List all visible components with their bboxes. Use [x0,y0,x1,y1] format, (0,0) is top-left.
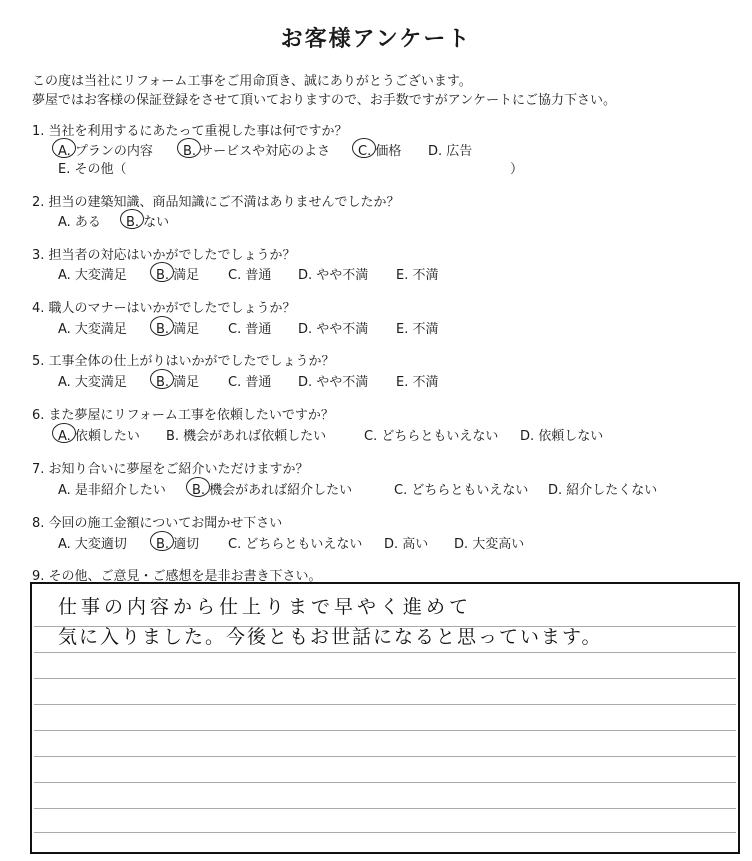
option-1a[interactable] [58,140,153,159]
selection-circle [150,316,174,336]
question-8: 8. 今回の施工金額についてお聞かせ下さい [32,516,283,531]
ruled-line [34,832,736,833]
other-close-paren: ） [510,162,524,177]
option-5d[interactable]: D. やや不満 [298,375,369,390]
option-7a[interactable]: A. 是非紹介したい [58,483,166,498]
option-1e[interactable]: E. その他（ [58,162,127,177]
option-label: A. 依頼したい [58,429,140,444]
option-3c[interactable]: C. 普通 [228,268,272,283]
option-label: D. 広告 [428,144,473,159]
question-5: 5. 工事全体の仕上がりはいかがでしたでしょうか？ [32,354,335,369]
option-1b[interactable] [183,140,330,159]
option-3b[interactable] [156,264,199,283]
option-8d[interactable]: D. 高い [384,537,429,552]
question-1: 1. 当社を利用するにあたって重視した事は何ですか？ [32,124,348,139]
option-label: B. 機会があれば紹介したい [192,483,353,498]
ruled-line [34,730,736,731]
ruled-line [34,756,736,757]
selection-circle [186,477,210,497]
selection-circle [150,531,174,551]
option-6a[interactable] [58,425,140,444]
option-label: A. プランの内容 [58,144,153,159]
option-3a[interactable]: A. 大変満足 [58,268,127,283]
option-5a[interactable]: A. 大変満足 [58,375,127,390]
option-4c[interactable]: C. 普通 [228,322,272,337]
option-7d[interactable]: D. 紹介したくない [548,483,658,498]
option-8b[interactable] [156,533,199,552]
option-2b[interactable] [126,211,169,230]
selection-circle [150,369,174,389]
option-8e[interactable]: D. 大変高い [454,537,525,552]
selection-circle [352,138,376,158]
option-2a[interactable]: A. ある [58,215,101,230]
option-6d[interactable]: D. 依頼しない [520,429,604,444]
question-7: 7. お知り合いに夢屋をご紹介いただけますか？ [32,462,309,477]
option-6b[interactable]: B. 機会があれば依頼したい [166,429,327,444]
option-label: B. サービスや対応のよさ [183,144,331,159]
option-7b[interactable] [192,479,352,498]
option-3d[interactable]: D. やや不満 [298,268,369,283]
selection-circle [52,138,76,158]
selection-circle [120,209,144,229]
option-5b[interactable] [156,371,199,390]
ruled-line [34,704,736,705]
handwritten-comment-line-1: 仕事の内容から仕上りまで早やく進めて [58,596,473,618]
option-label: B. 満足 [156,322,200,337]
question-3: 3. 担当者の対応はいかがでしたでしょうか？ [32,248,296,263]
option-8a[interactable]: A. 大変適切 [58,537,127,552]
ruled-line [34,782,736,783]
option-label: B. 満足 [156,375,200,390]
option-5c[interactable]: C. 普通 [228,375,272,390]
ruled-line [34,808,736,809]
option-3e[interactable]: E. 不満 [396,268,439,283]
question-4: 4. 職人のマナーはいかがでしたでしょうか？ [32,301,296,316]
option-6c[interactable]: C. どちらともいえない [364,429,499,444]
option-1c[interactable] [358,140,401,159]
ruled-line [34,678,736,679]
question-9: 9. その他、ご意見・ご感想を是非お書き下さい。 [32,569,322,584]
handwritten-comment-line-2: 気に入りました。今後ともお世話になると思っています。 [58,626,603,648]
option-4e[interactable]: E. 不満 [396,322,439,337]
option-5e[interactable]: E. 不満 [396,375,439,390]
selection-circle [150,262,174,282]
selection-circle [52,423,76,443]
option-1d[interactable] [428,140,472,159]
option-label: B. ない [126,215,170,230]
option-8c[interactable]: C. どちらともいえない [228,537,363,552]
question-6: 6. また夢屋にリフォーム工事を依頼したいですか？ [32,408,334,423]
option-7c[interactable]: C. どちらともいえない [394,483,529,498]
option-label: C. 価格 [358,144,402,159]
intro-line-1: この度は当社にリフォーム工事をご用命頂き、誠にありがとうございます。 [32,74,472,89]
question-2: 2. 担当の建築知識、商品知識にご不満はありませんでしたか？ [32,195,400,210]
option-label: B. 満足 [156,268,200,283]
ruled-line [34,652,736,653]
option-4d[interactable]: D. やや不満 [298,322,369,337]
intro-line-2: 夢屋ではお客様の保証登録をさせて頂いておりますので、お手数ですがアンケートにご協力下さい。 [32,93,616,108]
option-4b[interactable] [156,318,199,337]
survey-title: お客様アンケート [280,27,472,52]
option-label: B. 適切 [156,537,200,552]
option-4a[interactable]: A. 大変満足 [58,322,127,337]
selection-circle [177,138,201,158]
